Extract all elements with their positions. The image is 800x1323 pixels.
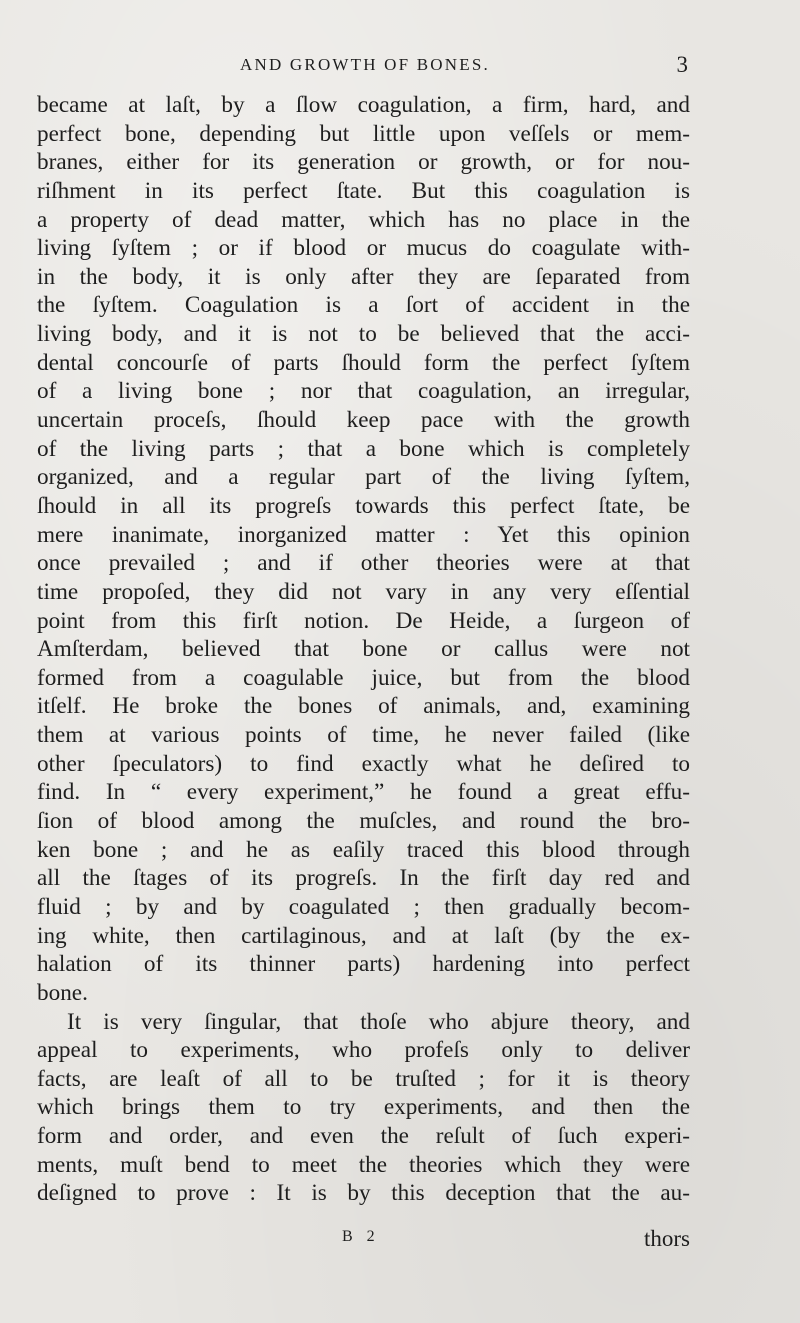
- text-line: ing white, then cartilaginous, and at laſt (by the ex-: [37, 922, 690, 949]
- text-line: uncertain proceſs, ſhould keep pace with the growth: [37, 407, 690, 434]
- text-line: organized, and a regular part of the living ſyſtem,: [37, 464, 690, 491]
- text-line: living ſyſtem ; or if blood or mucus do coagulate with-: [37, 235, 690, 262]
- text-line: facts, are leaſt of all to be truſted ; for it is theory: [37, 1065, 690, 1092]
- text-line: of a living bone ; nor that coagulation, an irregular,: [37, 378, 690, 405]
- body-text: [37, 91, 690, 1208]
- text-line: bone.: [37, 979, 88, 1006]
- text-line: living body, and it is not to be believed that the acci-: [37, 321, 690, 348]
- text-line: It is very ſingular, that thoſe who abjure theory, and: [67, 1008, 690, 1035]
- text-line: ken bone ; and he as eaſily traced this blood through: [37, 836, 690, 863]
- text-line: in the body, it is only after they are ſeparated from: [37, 263, 690, 290]
- text-line: formed from a coagulable juice, but from the blood: [37, 664, 690, 691]
- running-title: AND GROWTH OF BONES.: [240, 55, 490, 74]
- text-line: of the living parts ; that a bone which is completely: [37, 435, 690, 462]
- paragraph: [37, 1008, 690, 1208]
- text-line: find. In “ every experiment,” he found a great effu-: [37, 779, 690, 806]
- text-line: dental concourſe of parts ſhould form the perfect ſyſtem: [37, 349, 690, 376]
- page-number: 3: [676, 52, 688, 77]
- text-line: riſhment in its perfect ſtate. But this coagulation is: [37, 177, 690, 204]
- text-line: itſelf. He broke the bones of animals, and, examining: [37, 693, 690, 720]
- running-head: [0, 52, 800, 78]
- text-line: halation of its thinner parts) hardening into perfect: [37, 951, 690, 978]
- page-footer: [0, 1226, 800, 1256]
- signature-mark: B 2: [342, 1228, 380, 1245]
- text-line: ments, muſt bend to meet the theories which they were: [37, 1151, 690, 1178]
- text-line: a property of dead matter, which has no place in the: [37, 206, 690, 233]
- text-line: perfect bone, depending but little upon veſſels or mem-: [37, 120, 690, 147]
- text-line: ſhould in all its progreſs towards this perfect ſtate, be: [37, 492, 690, 519]
- text-line: them at various points of time, he never failed (like: [37, 722, 690, 749]
- text-line: ſion of blood among the muſcles, and round the bro-: [37, 808, 690, 835]
- text-line: all the ſtages of its progreſs. In the firſt day red and: [37, 865, 690, 892]
- text-line: fluid ; by and by coagulated ; then gradually becom-: [37, 893, 690, 920]
- text-line: branes, either for its generation or growth, or for nou-: [37, 149, 690, 176]
- text-line: once prevailed ; and if other theories were at that: [37, 550, 690, 577]
- catchword: thors: [644, 1226, 690, 1251]
- text-line: Amſterdam, believed that bone or callus were not: [37, 636, 690, 663]
- text-line: deſigned to prove : It is by this deception that the au-: [37, 1180, 690, 1207]
- text-line: other ſpeculators) to find exactly what he deſired to: [37, 750, 690, 777]
- text-line: mere inanimate, inorganized matter : Yet this opinion: [37, 521, 690, 548]
- text-line: appeal to experiments, who profeſs only to deliver: [37, 1037, 690, 1064]
- text-line: point from this firſt notion. De Heide, a ſurgeon of: [37, 607, 690, 634]
- text-line: which brings them to try experiments, and then the: [37, 1094, 690, 1121]
- text-line: form and order, and even the reſult of ſuch experi-: [37, 1123, 690, 1150]
- paragraph: [37, 91, 690, 1008]
- text-line: the ſyſtem. Coagulation is a ſort of accident in the: [37, 292, 690, 319]
- text-line: became at laſt, by a ſlow coagulation, a firm, hard, and: [37, 92, 690, 118]
- text-line: time propoſed, they did not vary in any very eſſential: [37, 578, 690, 605]
